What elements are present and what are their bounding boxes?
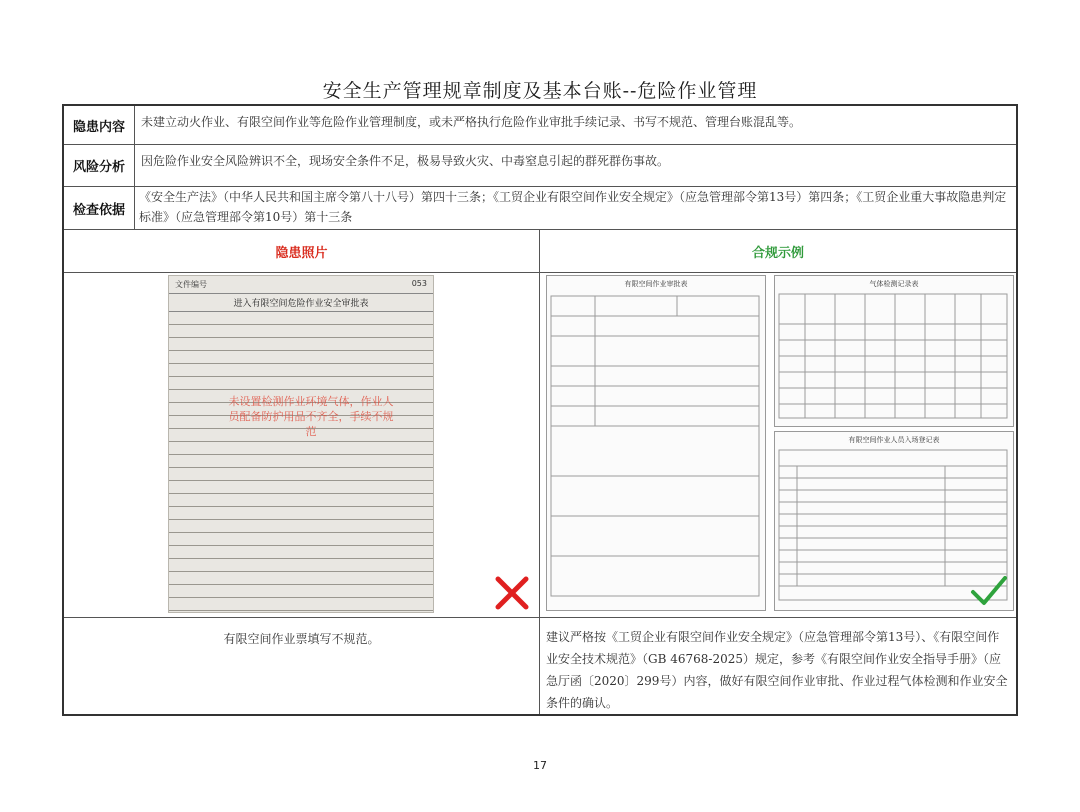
hazard-content-row xyxy=(64,106,1016,145)
x-mark-icon xyxy=(493,575,531,611)
row-text: 未建立动火作业、有限空间作业等危险作业管理制度，或未严格执行危险作业审批手续记录、书写不规范、管理台账混乱等。 xyxy=(141,115,802,129)
compliant-form-entry-register xyxy=(774,431,1014,611)
page-title: 安全生产管理规章制度及基本台账--危险作业管理 xyxy=(322,80,758,102)
image-row xyxy=(64,273,1016,618)
row-label: 隐患内容 xyxy=(64,106,135,144)
compliant-form-approval xyxy=(546,275,766,611)
photo-form-title: 进入有限空间危险作业安全审批表 xyxy=(169,294,433,312)
form-a-title: 有限空间作业审批表 xyxy=(624,280,688,288)
compliant-form-gas-detection xyxy=(774,275,1014,427)
photo-form-grid xyxy=(169,312,433,613)
compliant-example-cell xyxy=(540,273,1016,617)
hazard-table xyxy=(62,104,1018,716)
compliant-example-title: 合规示例 xyxy=(751,245,804,261)
form-a-grid xyxy=(547,292,765,602)
hazard-note: 有限空间作业票填写不规范。 xyxy=(64,618,540,714)
form-number-value: 053 xyxy=(411,279,427,288)
check-mark-icon xyxy=(969,574,1009,608)
row-text: 《安全生产法》（中华人民共和国主席令第八十八号）第四十三条；《工贸企业有限空间作业安全规定》（应急管理部令第13号）第四条；《工贸企业重大事故隐患判定标准》（应急管理部令第10号）第十三条 xyxy=(139,190,1007,224)
row-label: 检查依据 xyxy=(64,187,135,229)
form-c-title: 有限空间作业人员入场登记表 xyxy=(848,436,940,444)
red-annotation: 未设置检测作业环境气体，作业人员配备防护用品不齐全，手续不规范 xyxy=(228,395,394,438)
form-number-label: 文件编号 xyxy=(175,280,207,289)
form-b-grid xyxy=(775,292,1013,424)
hazard-photo-title: 隐患照片 xyxy=(64,230,540,272)
hazard-photo-cell xyxy=(64,273,540,617)
row-label: 风险分析 xyxy=(64,145,135,186)
notes-row xyxy=(64,618,1016,714)
compliant-note: 建议严格按《工贸企业有限空间作业安全规定》（应急管理部令第13号）、《有限空间作业安全技术规范》（GB 46768-2025）规定，参考《有限空间作业安全指导手册》（应急厅函〔2020〕299号）内容，做好有限空间作业审批、作业过程气体检测和作业安全条件的确认。 xyxy=(546,630,1008,710)
inspection-basis-row xyxy=(64,187,1016,230)
risk-analysis-row xyxy=(64,145,1016,187)
column-header-row xyxy=(64,230,1016,273)
form-b-title: 气体检测记录表 xyxy=(869,280,919,288)
hazard-photo xyxy=(168,275,434,613)
row-text: 因危险作业安全风险辨识不全，现场安全条件不足，极易导致火灾、中毒窒息引起的群死群伤事故。 xyxy=(141,154,670,168)
page-number: 17 xyxy=(533,759,547,772)
